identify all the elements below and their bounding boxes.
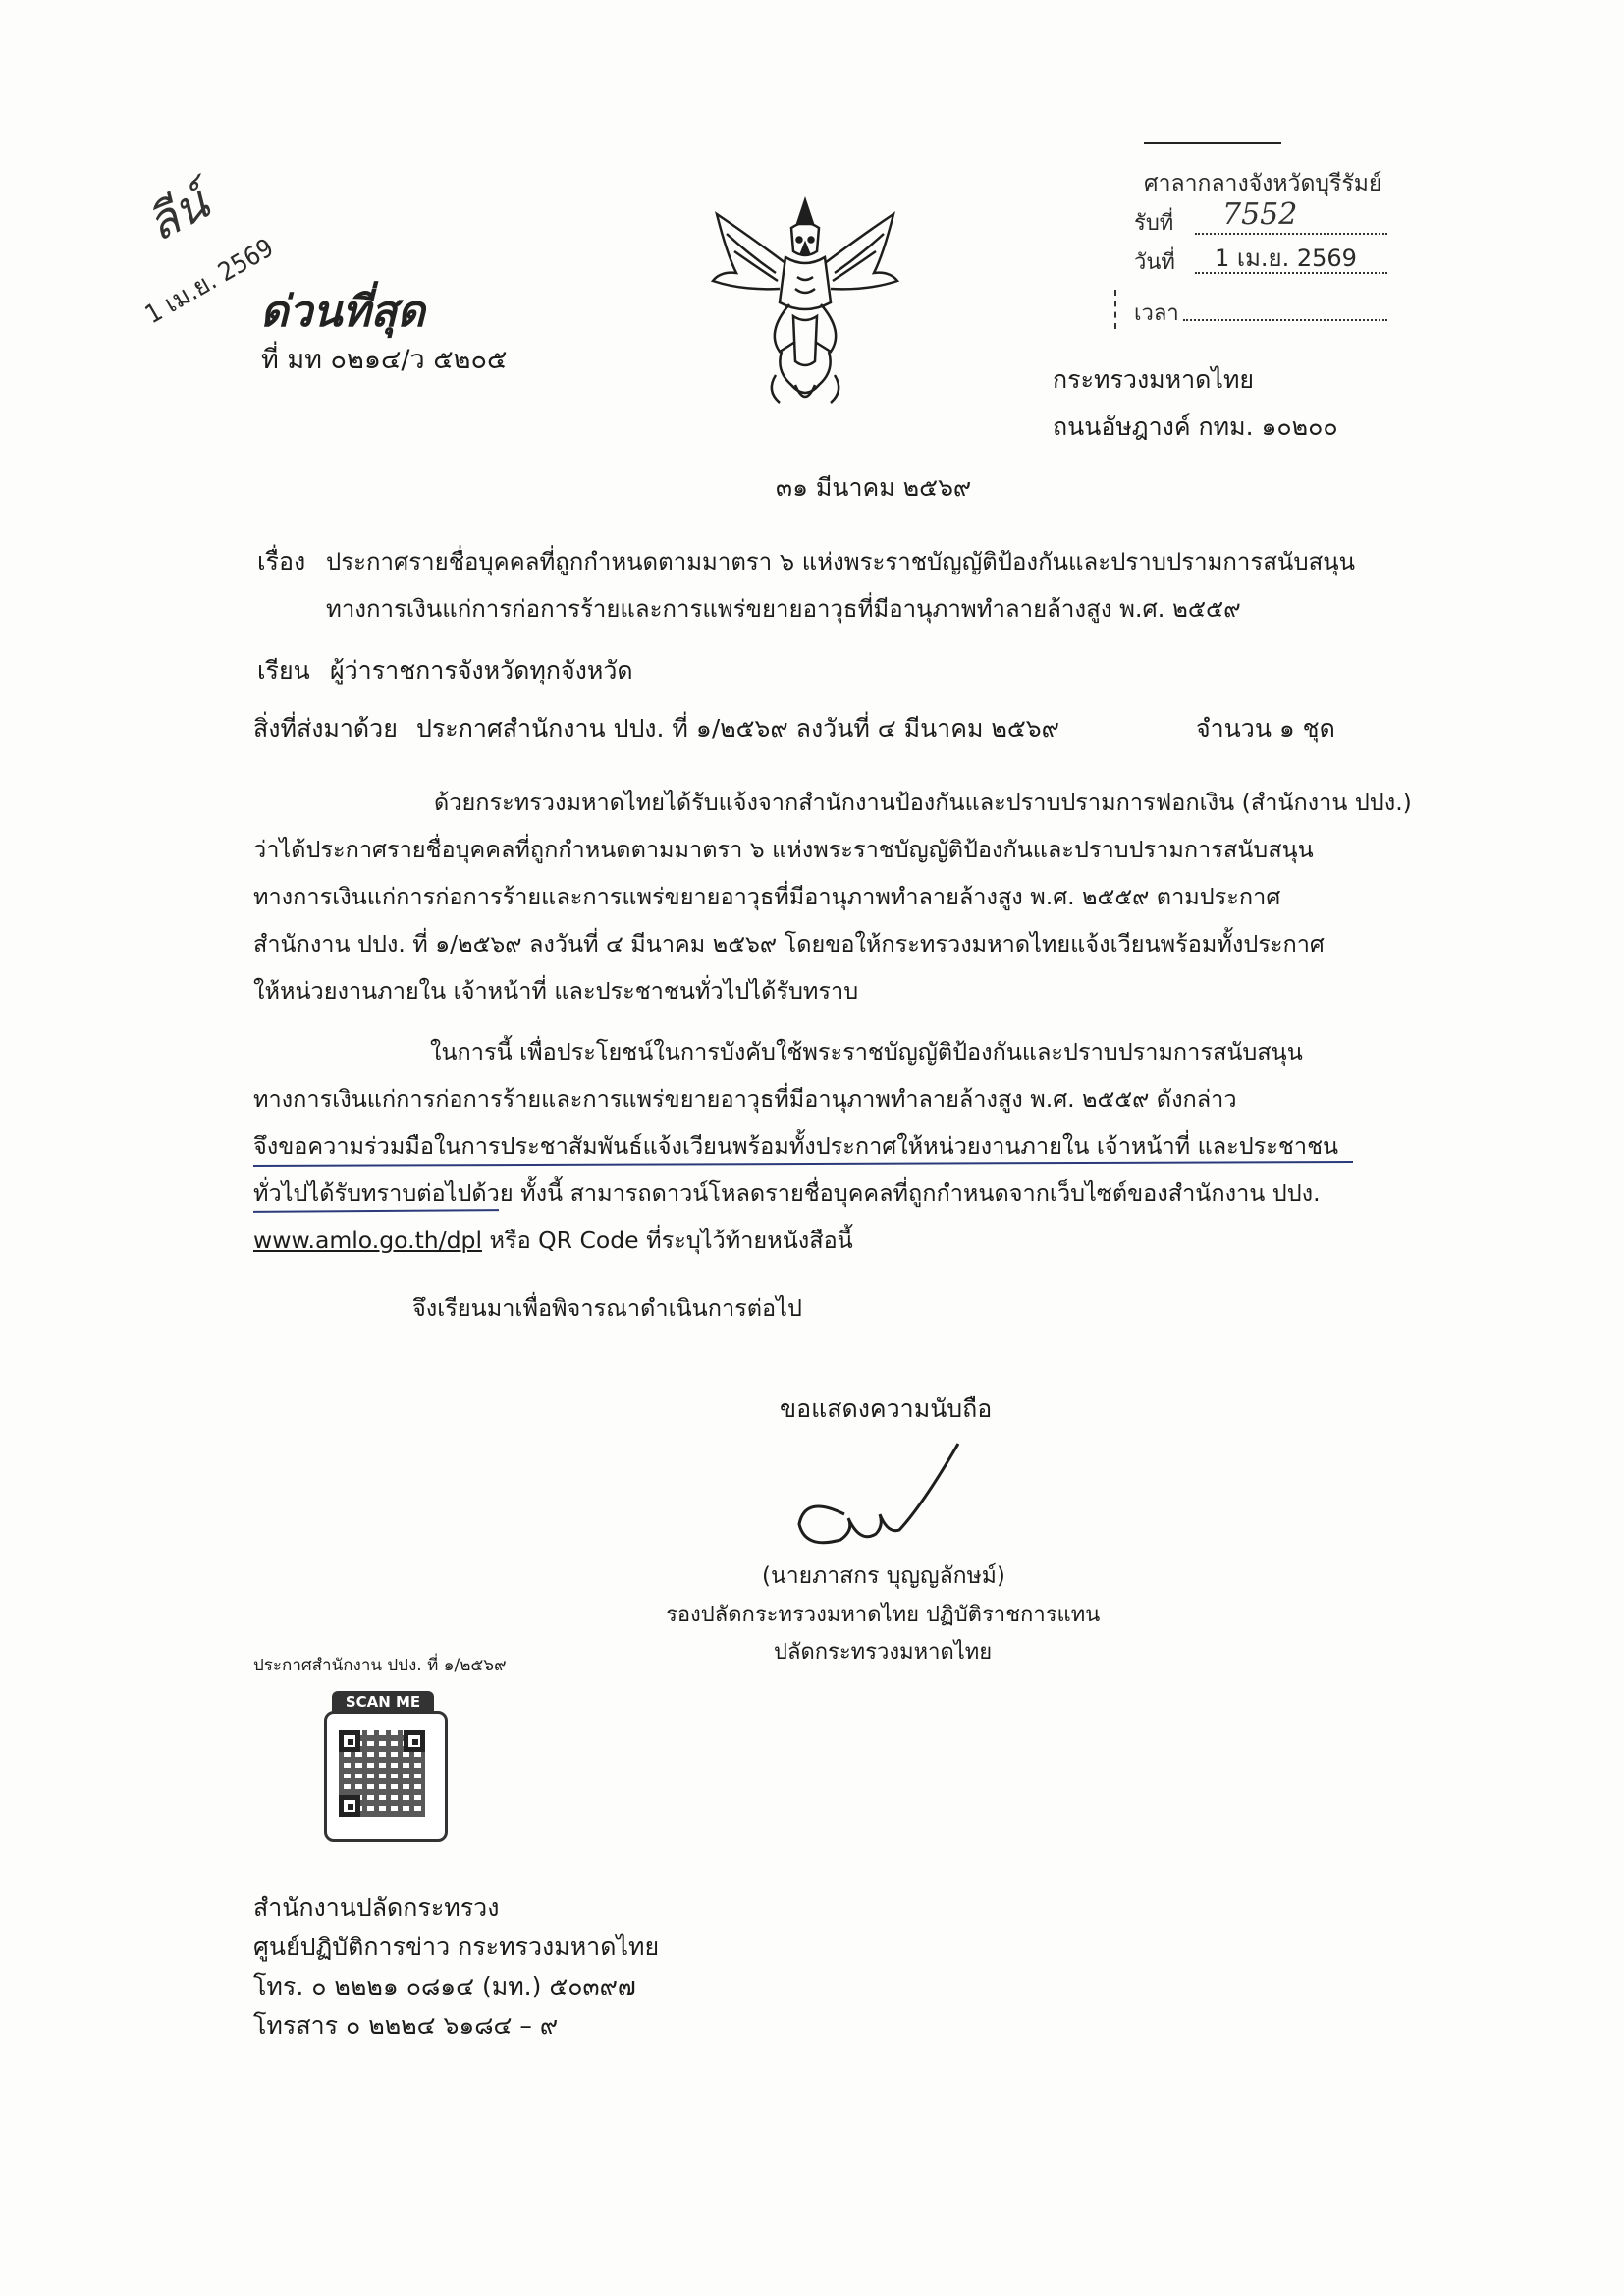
ministry-name: กระทรวงมหาดไทย — [1053, 365, 1255, 394]
subject-line-2: ทางการเงินแก่การก่อการร้ายและการแพร่ขยายอาวุธที่มีอานุภาพทำลายล้างสูง พ.ศ. ๒๕๕๙ — [326, 595, 1241, 623]
paragraph-line: ทั่วไปได้รับทราบต่อไปด้วย ทั้งนี้ สามารถดาวน์โหลดรายชื่อบุคคลที่ถูกกำหนดจากเว็บไซต์ของสำนักงาน ปปง. — [253, 1179, 1321, 1207]
closing-regards: ขอแสดงความนับถือ — [780, 1394, 993, 1423]
document-number: ที่ มท ๐๒๑๔/ว ๕๒๐๕ — [261, 345, 508, 375]
receipt-stamp-time-label: เวลา — [1134, 301, 1179, 326]
paragraph-line: ด้วยกระทรวงมหาดไทยได้รับแจ้งจากสำนักงานป้องกันและปราบปรามการฟอกเงิน (สำนักงาน ปปง.) — [434, 789, 1412, 816]
footer-fax: โทรสาร ๐ ๒๒๒๔ ๖๑๘๔ – ๙ — [253, 2011, 559, 2040]
receipt-stamp-date-label: วันที่ — [1134, 250, 1175, 275]
pen-underline — [253, 1161, 1353, 1167]
qr-finder-pattern — [339, 1795, 360, 1817]
subject-line-1: ประกาศรายชื่อบุคคลที่ถูกกำหนดตามมาตรา ๖ แห่งพระราชบัญญัติป้องกันและปราบปรามการสนับสนุน — [326, 548, 1356, 575]
receipt-stamp — [1105, 142, 1389, 339]
qr-finder-pattern — [339, 1730, 360, 1752]
qr-reference-text: หรือ QR Code ที่ระบุไว้ท้ายหนังสือนี้ — [481, 1227, 853, 1254]
paragraph-3: จึงเรียนมาเพื่อพิจารณาดำเนินการต่อไป — [412, 1294, 802, 1322]
signatory-name: (นายภาสกร บุญญลักษม์) — [762, 1563, 1005, 1589]
addressee: ผู้ว่าราชการจังหวัดทุกจังหวัด — [330, 656, 633, 684]
footer-office: สำนักงานปลัดกระทรวง — [253, 1893, 500, 1922]
receipt-stamp-number-label: รับที่ — [1134, 211, 1174, 236]
receipt-stamp-date: 1 เม.ย. 2569 — [1215, 245, 1357, 272]
qr-caption: ประกาศสำนักงาน ปปง. ที่ ๑/๒๕๖๙ — [253, 1656, 507, 1675]
receipt-stamp-office: ศาลากลางจังหวัดบุรีรัมย์ — [1144, 171, 1382, 196]
garuda-emblem-icon — [707, 194, 903, 412]
paragraph-line: ว่าได้ประกาศรายชื่อบุคคลที่ถูกกำหนดตามมาตรา ๖ แห่งพระราชบัญญัติป้องกันและปราบปรามการสนับสนุน — [253, 836, 1314, 863]
pen-underline — [253, 1209, 499, 1213]
paragraph-line: ในการนี้ เพื่อประโยชน์ในการบังคับใช้พระราชบัญญัติป้องกันและปราบปรามการสนับสนุน — [430, 1038, 1303, 1066]
signatory-title-1: รองปลัดกระทรวงมหาดไทย ปฏิบัติราชการแทน — [666, 1603, 1101, 1627]
enclosure-label: สิ่งที่ส่งมาด้วย — [253, 714, 398, 742]
paragraph-line: จึงขอความร่วมมือในการประชาสัมพันธ์แจ้งเวียนพร้อมทั้งประกาศให้หน่วยงานภายใน เจ้าหน้าที่ และประชาชน — [253, 1132, 1339, 1160]
paragraph-line: สำนักงาน ปปง. ที่ ๑/๒๕๖๙ ลงวันที่ ๔ มีนาคม ๒๕๖๙ โดยขอให้กระทรวงมหาดไทยแจ้งเวียนพร้อมทั้งประกาศ — [253, 930, 1325, 957]
scan-me-label: SCAN ME — [332, 1691, 434, 1713]
qr-finder-pattern — [404, 1730, 425, 1752]
addressee-label: เรียน — [257, 656, 310, 684]
receipt-stamp-number: 7552 — [1222, 197, 1298, 232]
handwritten-initials: ลีน์ — [137, 175, 218, 253]
footer-center: ศูนย์ปฏิบัติการข่าว กระทรวงมหาดไทย — [253, 1933, 660, 1961]
enclosure-count: จำนวน ๑ ชุด — [1196, 714, 1335, 742]
enclosure-value: ประกาศสำนักงาน ปปง. ที่ ๑/๒๕๖๙ ลงวันที่ ๔ มีนาคม ๒๕๖๙ — [416, 714, 1059, 742]
paragraph-line-last — [253, 1226, 853, 1255]
footer-phone: โทร. ๐ ๒๒๒๑ ๐๘๑๔ (มท.) ๕๐๓๙๗ — [253, 1972, 636, 2000]
signature — [785, 1436, 1011, 1563]
urgency-label: ด่วนที่สุด — [260, 287, 425, 337]
received-date-stamp: 1 เม.ย. 2569 — [140, 233, 279, 331]
letter-date: ๓๑ มีนาคม ๒๕๖๙ — [776, 473, 972, 502]
paragraph-line: ทางการเงินแก่การก่อการร้ายและการแพร่ขยายอาวุธที่มีอานุภาพทำลายล้างสูง พ.ศ. ๒๕๕๙ ดังกล่าว — [253, 1085, 1237, 1113]
paragraph-line: ให้หน่วยงานภายใน เจ้าหน้าที่ และประชาชนทั่วไปได้รับทราบ — [253, 977, 859, 1005]
paragraph-line: ทางการเงินแก่การก่อการร้ายและการแพร่ขยายอาวุธที่มีอานุภาพทำลายล้างสูง พ.ศ. ๒๕๕๙ ตามประกาศ — [253, 883, 1281, 910]
amlo-website-link[interactable]: www.amlo.go.th/dpl — [253, 1227, 482, 1254]
subject-label: เรื่อง — [257, 547, 306, 575]
signatory-title-2: ปลัดกระทรวงมหาดไทย — [774, 1640, 993, 1665]
ministry-address: ถนนอัษฎางค์ กทม. ๑๐๒๐๐ — [1053, 412, 1338, 441]
